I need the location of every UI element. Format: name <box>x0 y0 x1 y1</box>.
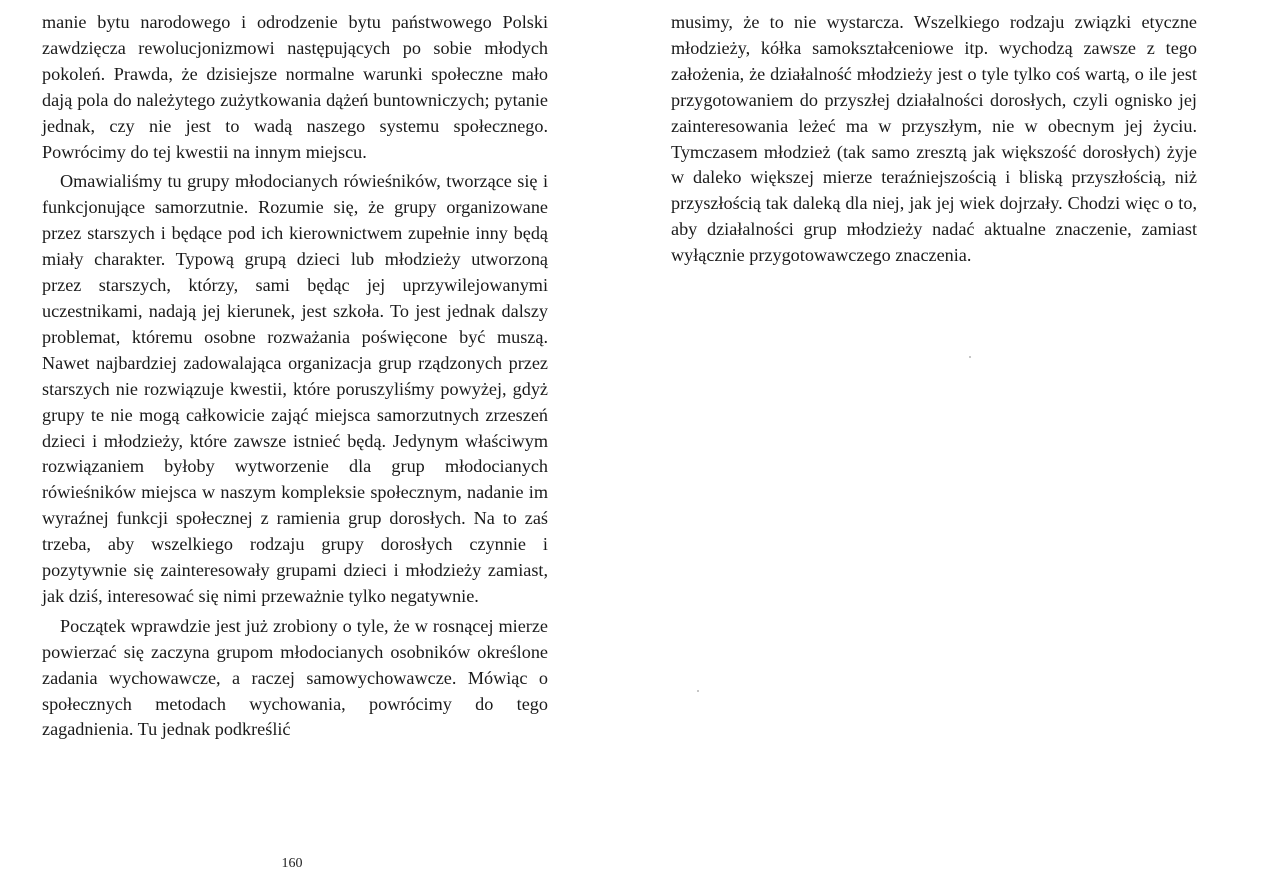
scan-speck <box>697 690 699 692</box>
right-page-text-column <box>671 10 1197 269</box>
scan-speck <box>969 356 971 358</box>
right-paragraph-1: musimy, że to nie wystarcza. Wszelkiego rodzaju związki etyczne młodzieży, kółka samokształceniowe itp. wychodzą zawsze z tego założenia, że działalność młodzieży jest o tyle tylko coś wartą, o ile jest przygotowaniem do przyszłej działalności dorosłych, czyli ognisko jej zainteresowania leżeć ma w przyszłym, nie w obecnym jej życiu. Tymczasem młodzież (tak samo zresztą jak większość dorosłych) żyje w daleko większej mierze teraźniejszością i bliską przyszłością, niż przyszłością tak daleką dla niej, jak jej wiek dojrzały. Chodzi więc o to, aby działalności grup młodzieży nadać aktualne znaczenie, zamiast wyłącznie przygotowawczego znaczenia. <box>671 12 1197 266</box>
page-number: 160 <box>281 856 303 871</box>
left-page-text-column <box>42 10 548 743</box>
left-paragraph-1: manie bytu narodowego i odrodzenie bytu państwowego Polski zawdzięcza rewolucjonizmowi następujących po sobie młodych pokoleń. Prawda, że dzisiejsze normalne warunki społeczne mało dają pola do należytego zużytkowania dążeń buntowniczych; pytanie jednak, czy nie jest to wadą naszego systemu społecznego. Powrócimy do tej kwestii na innym miejscu. <box>42 12 548 162</box>
left-paragraph-2: Omawialiśmy tu grupy młodocianych rówieśników, tworzące się i funkcjonujące samorzutnie. Rozumie się, że grupy organizowane przez starszych i będące pod ich kierownictwem zupełnie inny będą miały charakter. Typową grupą dzieci lub młodzieży utworzoną przez starszych, którzy, sami będąc jej uprzywilejowanymi uczestnikami, nadają jej kierunek, jest szkoła. To jest jednak dalszy problemat, któremu osobne rozważania poświęcone być muszą. Nawet najbardziej zadowalająca organizacja grup rządzonych przez starszych nie rozwiązuje kwestii, które poruszyliśmy powyżej, gdyż grupy te nie mogą całkowicie zająć miejsca samorzutnych zrzeszeń dzieci i młodzieży, które zawsze istnieć będą. Jedynym właściwym rozwiązaniem byłoby wytworzenie dla grup młodocianych rówieśników miejsca w naszym kompleksie społecznym, nadanie im wyraźnej funkcji społecznej z ramienia grup dorosłych. Na to zaś trzeba, aby wszelkiego rodzaju grupy dorosłych czynnie i pozytywnie się zainteresowały grupami dzieci i młodzieży zamiast, jak dziś, interesować się nimi przeważnie tylko negatywnie. <box>42 171 548 606</box>
left-page <box>0 0 620 893</box>
left-paragraph-3: Początek wprawdzie jest już zrobiony o tyle, że w rosnącej mierze powierzać się zaczyna grupom młodocianych osobników określone zadania wychowawcze, a raczej samowychowawcze. Mówiąc o społecznych metodach wychowania, powrócimy do tego zagadnienia. Tu jednak podkreślić <box>42 615 548 740</box>
right-page <box>631 0 1263 893</box>
